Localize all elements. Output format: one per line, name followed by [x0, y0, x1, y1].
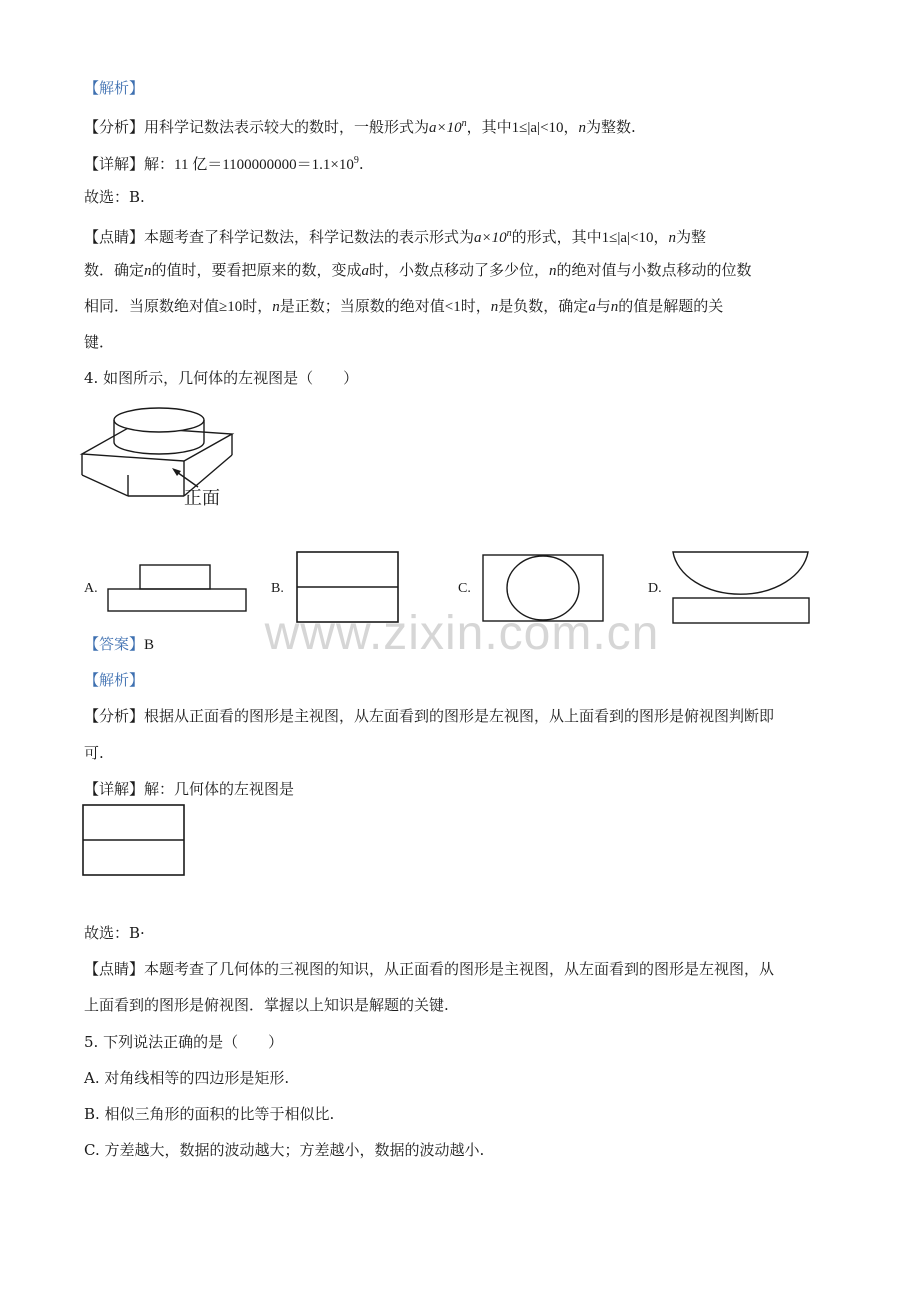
q4-option-b-label: B. [271, 581, 284, 596]
q4-dianjing-line1: 【点睛】本题考查了几何体的三视图的知识，从正面看的图形是主视图，从左面看到的图形是左视图，从 [84, 960, 775, 978]
q3-guxuan: 故选：B. [84, 188, 145, 206]
q4-xiangjie: 【详解】解：几何体的左视图是 [84, 780, 295, 798]
watermark: www.zixin.com.cn [264, 607, 660, 660]
q4-option-c-label: C. [458, 581, 471, 596]
q5-option-b: B. 相似三角形的面积的比等于相似比. [84, 1105, 335, 1123]
q5-option-c: C. 方差越大，数据的波动越大；方差越小，数据的波动越小. [84, 1141, 485, 1159]
q3-dianjing-line2: 数．确定n的值时，要看把原来的数，变成a时，小数点移动了多少位，n的绝对值与小数点移动的位数 [84, 261, 752, 279]
q4-stem: 4. 如图所示，几何体的左视图是（ ） [84, 369, 359, 387]
q4-option-d-label: D. [648, 581, 662, 596]
jiexi-tag-q4: 【解析】 [84, 671, 145, 689]
q4-fenxi-line2: 可. [84, 744, 104, 762]
q3-fenxi: 【分析】用科学记数法表示较大的数时，一般形式为$a\times 10^n$，其中1≤|a|<10，n为整数. [84, 118, 636, 136]
q4-option-a-label: A. [84, 581, 98, 596]
q4-guxuan: 故选：B· [84, 924, 145, 942]
figure-label-front: 正面 [184, 488, 220, 509]
q3-dianjing-line4: 键． [84, 333, 115, 351]
q4-fenxi-line1: 【分析】根据从正面看的图形是主视图，从左面看到的图形是左视图，从上面看到的图形是俯视图判断即 [84, 707, 775, 725]
q3-dianjing-line1: 【点睛】本题考查了科学记数法，科学记数法的表示形式为$a\times 10^n$的形式，其中1≤|a|<10，n为整 [84, 228, 707, 246]
q4-dianjing-line2: 上面看到的图形是俯视图．掌握以上知识是解题的关键. [84, 996, 449, 1014]
q5-stem: 5. 下列说法正确的是（ ） [84, 1033, 284, 1051]
q4-left-view-figure [82, 804, 186, 878]
q4-option-d-figure [671, 550, 811, 626]
q3-xiangjie: 【详解】解：11 亿$=1100000000=1.1\times 10^9$. [84, 155, 364, 173]
q3-dianjing-line3: 相同．当原数绝对值≥10时，n是正数；当原数的绝对值<1时，n是负数，确定a与n的值是解题的关 [84, 297, 724, 315]
q4-answer: 【答案】B [84, 635, 155, 653]
q4-option-a-figure [106, 563, 248, 613]
q5-option-a: A. 对角线相等的四边形是矩形. [84, 1069, 290, 1087]
jiexi-tag-q3: 【解析】 [84, 79, 145, 97]
